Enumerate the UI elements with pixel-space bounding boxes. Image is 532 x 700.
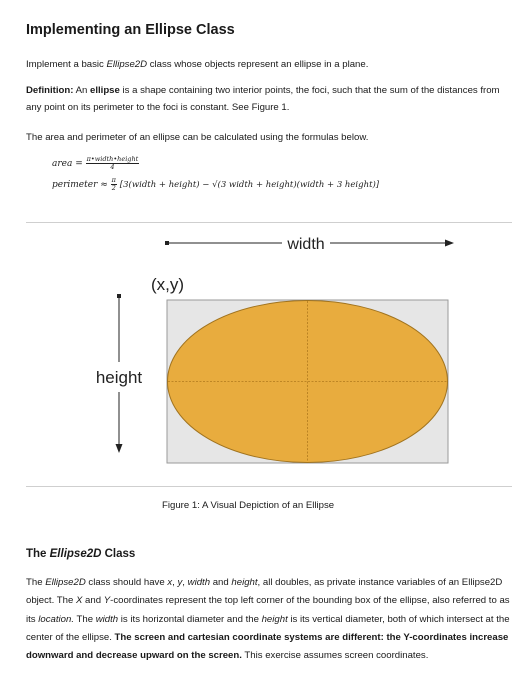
definition-text-end: is a shape containing two interior points, the foci, such that the sum of the distances from any point on its perimeter to the foci is constant. See Figure 1. (26, 85, 500, 113)
definition-text: An (73, 85, 90, 96)
p-var-X: X (75, 595, 83, 607)
perimeter-numerator: π (111, 176, 116, 184)
figure-caption: Figure 1: A Visual Depiction of an Ellipse (162, 500, 335, 511)
section-heading (26, 548, 135, 560)
p-class: Ellipse2D (45, 577, 86, 588)
section-paragraph: The Ellipse2D class should have x, y, width and height, all doubles, as private instance variables of an Ellipse2D object. The X and Y-coordinates represent the top left corner of the bounding box of the ellipse, also referred to as its location. The width is its horizontal diameter and the height is its vertical diameter, both of which intersect at the center of the ellipse. The screen and cartesian coordinate systems are different: the Y-coordinates increase downward and decrease upward on the screen. This exercise assumes screen coordinates. (26, 577, 510, 662)
p-height: height (261, 613, 288, 625)
definition-term: ellipse (89, 85, 120, 96)
area-denominator: 4 (110, 163, 115, 171)
p-text-2: class should have (88, 577, 165, 588)
height-arrow-head (116, 444, 123, 453)
intro-class-name: Ellipse2D (106, 59, 148, 70)
height-label: height (95, 368, 143, 387)
p-text-5: is its horizontal diameter and the (120, 613, 259, 625)
figure-bottom-rule (26, 486, 512, 487)
p-var-height: height (231, 577, 258, 588)
width-arrow-head (445, 240, 454, 247)
p-text-4: -coordinates represent the top left corner of the bounding box of the ellipse, also referred to as its (26, 595, 510, 625)
p-var-x: x (167, 577, 173, 588)
width-label: width (287, 236, 325, 253)
perimeter-expression: [3(width + height) − √(3 width + height)(width + 3 height)] (119, 180, 380, 190)
intro-text-end: class whose objects represent an ellipse in a plane. (147, 59, 369, 70)
section-heading-class: Ellipse2D (49, 548, 102, 560)
p-text-6: is its vertical diameter, both of which intersect at the center of the ellipse. (26, 613, 510, 643)
width-arrow-tail (165, 241, 169, 245)
perimeter-denominator: 2 (111, 184, 116, 192)
intro-text: Implement a basic (26, 59, 107, 70)
p-text-and2: and (85, 595, 102, 607)
formulas-intro: The area and perimeter of an ellipse can be calculated using the formulas below. (26, 132, 369, 143)
p-bold-note: The screen and cartesian coordinate systems are different: the Y-coordinates increase downward and decrease upward on the screen. (26, 631, 509, 662)
page-title: Implementing an Ellipse Class (26, 22, 235, 38)
p-text-3: , all doubles, as private instance variables of an Ellipse2D object. The (26, 577, 503, 607)
xy-label: (x,y) (151, 275, 185, 294)
section-heading-post: Class (101, 548, 136, 560)
height-arrow-tail (117, 294, 121, 298)
p-text-end: This exercise assumes screen coordinates. (244, 650, 429, 662)
p-width: width (95, 613, 119, 625)
p-location: location. (38, 613, 74, 625)
p-var-Y: Y (103, 595, 111, 607)
section-heading-pre: The (26, 548, 50, 560)
definition-label: Definition: (26, 85, 74, 96)
p-var-y: y (177, 577, 183, 588)
p-var-width: width (187, 577, 211, 588)
p-text-1: The (26, 577, 43, 588)
area-numerator: π•width•height (86, 155, 139, 163)
p-text-and: and (212, 577, 229, 588)
p-text-the: The (76, 613, 94, 625)
area-label: area = (52, 159, 86, 169)
perimeter-label: perimeter ≈ (52, 180, 111, 190)
